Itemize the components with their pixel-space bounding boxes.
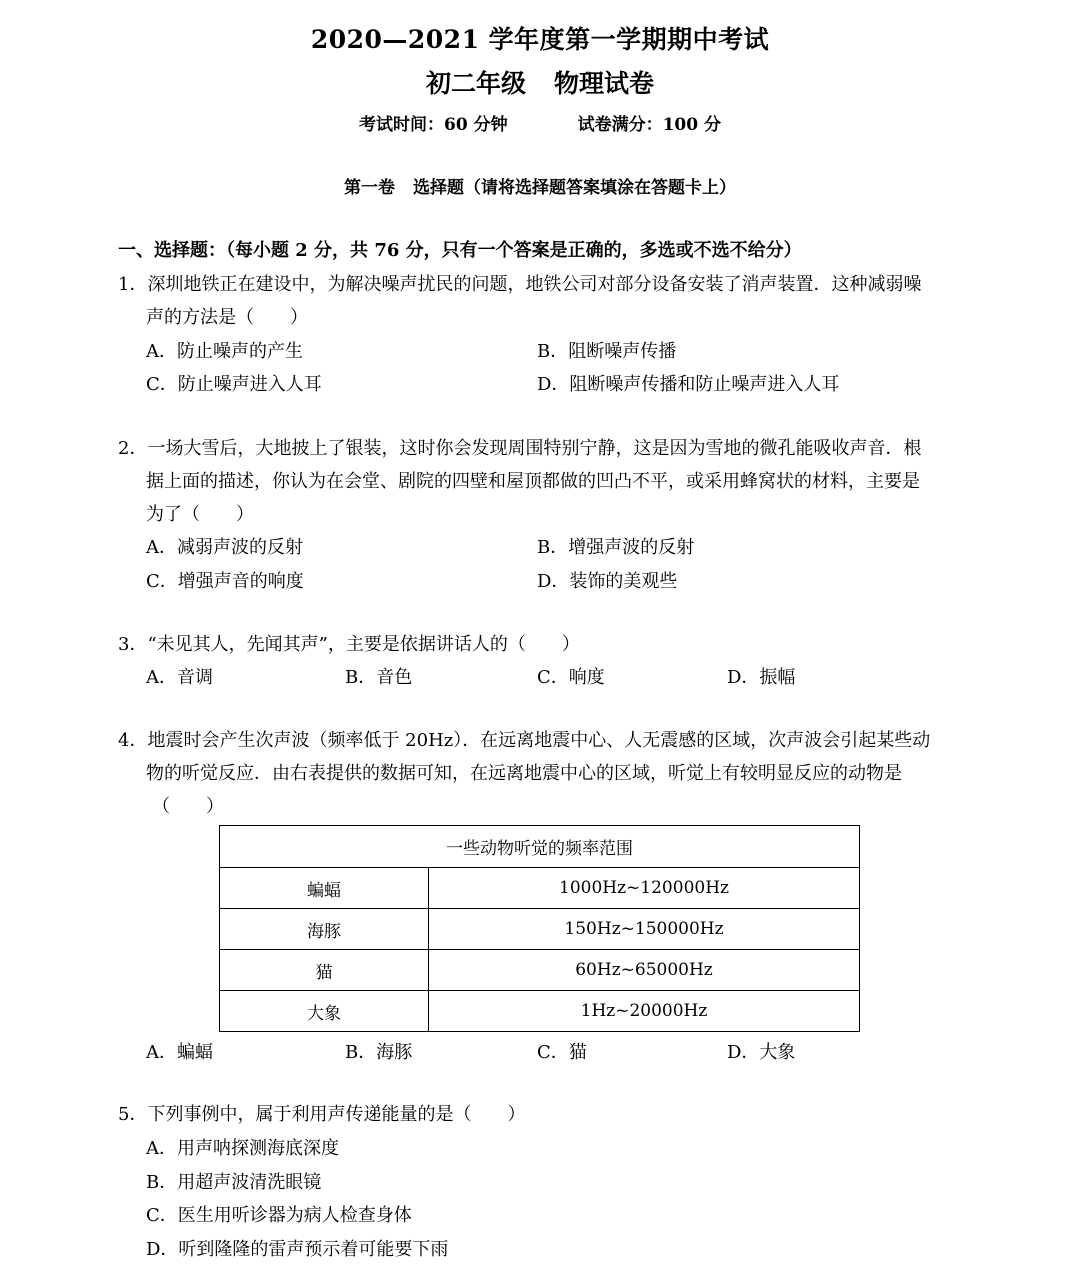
table-row (220, 991, 860, 1032)
question-4-line-2: 物的听觉反应．由右表提供的数据可知，在远离地震中心的区域，听觉上有较明显反应的动物是 (146, 763, 902, 784)
table-caption: 一些动物听觉的频率范围 (220, 826, 860, 868)
question-3-option-c: C．响度 (537, 667, 605, 688)
question-4-option-d: D．大象 (727, 1042, 796, 1063)
question-1-option-d: D．阻断噪声传播和防止噪声进入人耳 (537, 374, 840, 395)
question-2-option-d: D．装饰的美观些 (537, 571, 678, 592)
question-2-option-b: B．增强声波的反射 (537, 537, 695, 558)
question-5-option-a: A．用声呐探测海底深度 (146, 1138, 339, 1159)
table-cell-range: 1Hz~20000Hz (429, 991, 860, 1032)
question-1-line-1: 1．深圳地铁正在建设中，为解决噪声扰民的问题，地铁公司对部分设备安装了消声装置．这种减弱噪 (118, 274, 922, 295)
question-2-line-2: 据上面的描述，你认为在会堂、剧院的四壁和屋顶都做的凹凸不平，或采用蜂窝状的材料，主要是 (146, 471, 920, 492)
table-row (220, 909, 860, 950)
question-2-line-3: 为了（ ） (146, 504, 254, 525)
table-caption-row (220, 826, 860, 868)
section-heading: 一、选择题：（每小题 2 分，共 76 分，只有一个答案是正确的，多选或不选不给分） (118, 240, 802, 261)
question-5-option-c: C．医生用听诊器为病人检查身体 (146, 1205, 412, 1226)
question-2-option-c: C．增强声音的响度 (146, 571, 304, 592)
table-cell-range: 1000Hz~120000Hz (429, 868, 860, 909)
table-row (220, 950, 860, 991)
question-3-option-b: B．音色 (345, 667, 413, 688)
question-5-option-d: D．听到隆隆的雷声预示着可能要下雨 (146, 1239, 449, 1260)
grade-subject-line (0, 64, 1080, 100)
question-4-line-3: （ ） (152, 796, 224, 817)
table-row (220, 868, 860, 909)
question-3-option-a: A．音调 (146, 667, 213, 688)
question-4-option-c: C．猫 (537, 1042, 587, 1063)
question-2-line-1: 2．一场大雪后，大地披上了银装，这时你会发现周围特别宁静，这是因为雪地的微孔能吸收声音．根 (118, 438, 922, 459)
volume-heading (0, 173, 1080, 198)
exam-meta (0, 110, 1080, 135)
question-1-line-2: 声的方法是（ ） (146, 307, 308, 328)
volume-name: 第一卷 (344, 178, 395, 198)
question-4-option-a: A．蝙蝠 (146, 1042, 213, 1063)
question-4-option-b: B．海豚 (345, 1042, 413, 1063)
table-cell-animal: 蝙蝠 (220, 868, 429, 909)
exam-time: 考试时间：60 分钟 (359, 115, 508, 135)
subject-label: 物理试卷 (554, 69, 655, 98)
question-5-line-1: 5．下列事例中，属于利用声传递能量的是（ ） (118, 1104, 526, 1125)
grade-label: 初二年级 (425, 69, 526, 98)
animal-hearing-table (219, 825, 860, 1032)
table-cell-range: 150Hz~150000Hz (429, 909, 860, 950)
exam-full-score: 试卷满分：100 分 (577, 115, 721, 135)
question-5-option-b: B．用超声波清洗眼镜 (146, 1172, 322, 1193)
question-3-option-d: D．振幅 (727, 667, 796, 688)
table-cell-animal: 大象 (220, 991, 429, 1032)
exam-title: 2020—2021 学年度第一学期期中考试 (310, 25, 770, 54)
volume-desc: 选择题（请将选择题答案填涂在答题卡上） (413, 178, 736, 198)
question-4-line-1: 4．地震时会产生次声波（频率低于 20Hz）．在远离地震中心、人无震感的区域，次声波会引起某些动 (118, 730, 931, 751)
table-cell-animal: 海豚 (220, 909, 429, 950)
question-1-option-b: B．阻断噪声传播 (537, 341, 677, 362)
question-2-option-a: A．减弱声波的反射 (146, 537, 303, 558)
question-1-option-a: A．防止噪声的产生 (146, 341, 303, 362)
table-cell-range: 60Hz~65000Hz (429, 950, 860, 991)
table-cell-animal: 猫 (220, 950, 429, 991)
question-1-option-c: C．防止噪声进入人耳 (146, 374, 322, 395)
question-3-line-1: 3．“未见其人，先闻其声”，主要是依据讲话人的（ ） (118, 634, 580, 655)
